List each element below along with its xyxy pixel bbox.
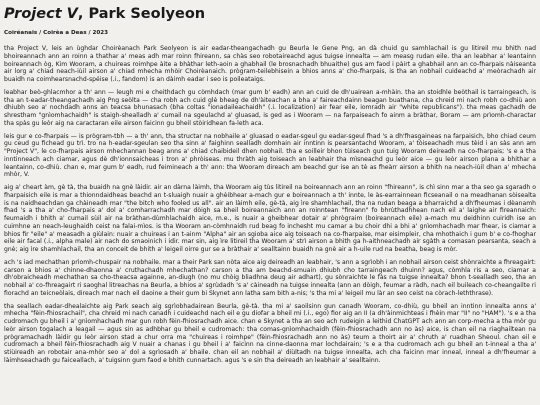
paragraph-1: tha Project V, leis an ùghdar Choirèanach Park Seolyeon is air eadar-theangachadh gu Beurla le Gene Png, an dà chuid gu samhlachail is gu litireil mu bhith nad bhoireannach ann an roinn a thathar a' meas adh mar roinn fhireann, sa chàs seo robotaireachd agus tuigse innealta — am measg rudan eile. tha an leabhar a' leantainn boireannach òg, Kim Wooram, a chuireas roimhpe àite a bhàthar leth-aoin a ghabhail (le brosnachadh bhuaithe) gus am faod i pàirt a ghabhail ann an co-fharpais nàiseanta air lorg a' chiad neach-iùil airson a' chiad mhecha mhòir Choirèanaich. prògram-teilebhisein a bhios anns a' cho-fharpais, is tha an nobhail cuideachd a' meòrachadh air buaidh na coimhearsnachd-spéise (.i., fandom) is an dàimh eadar i seo is poileataigs. [4, 45, 536, 83]
paragraph-4: aig a' cheart àm, gè tà, tha buaidh na gnè làidir. air an dàrna làimh, tha Wooram aig tùs litireil na boireannach ann an roinn "fhireann", is chì sinn mar a tha seo ga sgaradh o fharpaisich eile is mar a thionndaidheas beachd an t-sluaigh nuair a ghèibhear a-mach gur e boireannach a th' innte, le às-earrainnean ficseanail o na meadhanan sòisealta is na naidheachdan ga chàineadh mar "the bitch who fooled us all". air an làimh eile, gè-tà, aig ìre shamhlachail, tha na rudan beaga a bharraichd a dh'fheumas i dèanamh fhad 's a tha a' cho-fharpais a' dol a' comharrachadh mar dòigh sa bheil boireannaich ann an roinntean "fireann" fo bhrùthadhhean nach eil a' laighe air fireannaich: feumaidh i bhith a' cumail sùil air na bràthan-dùmhlachaidh aice, m.e., is nuair a gheibhear dotair a' phrògraim (boireannach eile) a-mach mu deidhinn cuiridh ise an cuimhne an neach-leughaidh ceist na falai-mìos. is tha Wooram an-còmhnaidh rud beag fo inchesht mu camar a bu choir dhi a bhi a' gnìomhachadh mar fhear, is ciamar a bhios fir "eile" a' measadh a giùlain: nuair a chuireas i an t-ainm "Alpha" air an sgioba aice aig toiseach na co-fharpaise, mar eisimpleir, cha mhothaich i gum b' e co-fhoghar eile air facal (.i., alpha male) air nach do smaoinich i idir. mar sin, aig ìre litireil tha Wooram a' strì airson a bhith ga h-aithneachadh air sgàth a comasan pearsanta, seach a gnè; aig ìre shamhlachail, tha an conceit de bhith a' leigeil oirre gur se a bràthair a' sealltainn buaidh na gnè air a h-uile rud na beatha, beag is mòr. [4, 184, 536, 253]
paragraph-3: leis gur e co-fharpais — is prògram-tbh — a th' ann, tha structar na nobhaile a' gluasad o eadar-sgeul gu eadar-sgeul fhad 's a dh'fhasgaineas na farpaisich, bho chiad ceum gu ceud gu fichead gu trì. tro na h-eadar-sgeulan seo tha sinn a' faighinn sealladh domhain air inntinn is pearsantachd Wooram, a' tòiseachadh mus tèid i an sàs ann am "Project V", le co-fharpais airson mhechannan beag anns a' chiad chaibideil dhen nobhail. tha e soilleir bhon tùiseach gun tuig Wooram deireadh na co-fharpais; 's e a tha inntinneach ach ciamar, agus dè dh'ionnsaicheas i tron a' phròiseas. mu thràth aig toiseach an leabhair tha mìsneachd gu leòr aice — gu leòr airson plana a bhithar a leantainn, co-dhiù. chan e, mar gum b' eadh, rud feimineach a th' ann: tha Wooram direach am beachd gur ise an tè as fheàrr airson a bhith na neach-iùil dhan a' mhecha mhòr, V. [4, 132, 536, 179]
author-name: , Park Seolyeon [77, 6, 206, 22]
paragraph-2: leabhar beò-ghlacmhor a th' ann — leugh mi e cheithdach gu còmhdach (mar gum b' eadh) ann an cuid de dh'uairean a-mhàin. tha an stoidhle beòthail is tarraingeach, is tha an t-eadar-theangachadh aig Png seòlta — cha robh ach cuid glè bheag de dh'àiteachan a bha a' faireachdainn beagan buathana, cha chreid mi nach robh co-dhiù aon dhiubh seo a' nochdadh anns an teacsa bhunasach (bha coltas "ionadaileachaidh" (.i. localization) air fear eile, iomradh air "white republicans"). tha meas gachadh de shrestham "gnìomhachaidh" is staigh-shealladh a' cumail na sgeulachd a' gluasad, is ged as i Wooram — na farpaiseach fo ainm a bràthar, Boram — am prìomh-charactar tha spàs gu leòr aig na caractaran eile airson faicinn gu bheil stòiridhean fa-leth aca. [4, 88, 536, 127]
book-title: Project V [4, 6, 78, 22]
paragraph-6: tha seallach eadar-dhealaichte aig Park seach aig sgrìobhadairean Beurla, gè-tà. tha mi a' saoilsinn gun canadh Wooram, co-dhiù, gu bheil an inntinn innealta anns a' mhecha "fèin-fhiosrachail", cha chreid mi nach canadh i cuideachd nach eil e gu diofar a bheil mi (.i., ego) fior aig an II (a dh'àinmichteas i fhèin mar "II" no "HAM"). 's e a tha cudromach gu bheil i a' gnìomhachadh mar gun robh fèin-fhiosrachadh aice. chan e Skynet a tha an seo ach rudeigin a leithid ChatGPT ach ann an corp-mecha a tha mòr gu leòr airson togalach a leagail — agus sin as adhbhar gu bheil e cudromach: tha comas-gnìomhachaidh (fèin-fhiosrachadh ann no às) aice, is chan eil na riaghailtean na prògramachadh làidir gu leòr airson stad a chur orra ma "chuireas i roimhpe" (fèin-fhiosrachadh ann no às) teum a thoirt air a' chruth a' ruadhan Sheoul. chan eil e cudromach a bheil fèin-fhiosrachadh aig V nuair a chanas i gu bheil i a' faicinn na cinne-daonna mar lochdairain; 's e a tha cudromach ach gu bheil an t-inneal a tha a' stiùireadh an robotair ana-mhòr seo a' dol a sgrìosadh a' bhaile. chan eil an nobhail a' diùltadh na tuigse innealta, ach cha faicinn mar inneal, inneal a dh'fheumar a làimhseachadh gu faiceallach, a' tuigsinn gum faod e bhith cunnartach. agus 's e sin tha deireadh an leabhair a' sealltainn. [4, 302, 536, 364]
article-meta: Coiréanais / Coirèa a Deas / 2023 [4, 30, 109, 36]
paragraph-5: ach 's iad mechathan prìomh-chuspair na nobhaile. mar a their Park san nòta aice aig deireadh an leabhair, 's ann a sgrìobh i an nobhail airson ceist shònraichte a fhreagairt: carson a bhios a' chinne-dhaonna a' cruthachadh mhechathan? carson a tha am beachd-smuain dhiubh cho tarraingeach dhuinn? agus, còmhla ris a seo, ciamar a dh'obraicheadh mechathan sa cho-theacsa againne, an-diugh (no mu chòig bliadhna deug air adhart), gu sònraichte le fàs na tuigse innealta? bhon t-sealladh seo, tha an nobhail a' co-fhreagairt ri saoghal litreachas na Beurla, a bhios a' sgrùdadh 's a' càineadh na tuigse innealta (ann an dòigh, feumar a ràdh, nach eil buileach co-cheangailte ri fìorachd an teicneòlais, direach mar nach eil daoine a their gum bi Skynet ann latha sam bith a-nis; 's tha mi a' leigeil mu làr an seo ceist na còrach-leththrase). [4, 258, 536, 297]
article-title [4, 6, 536, 22]
